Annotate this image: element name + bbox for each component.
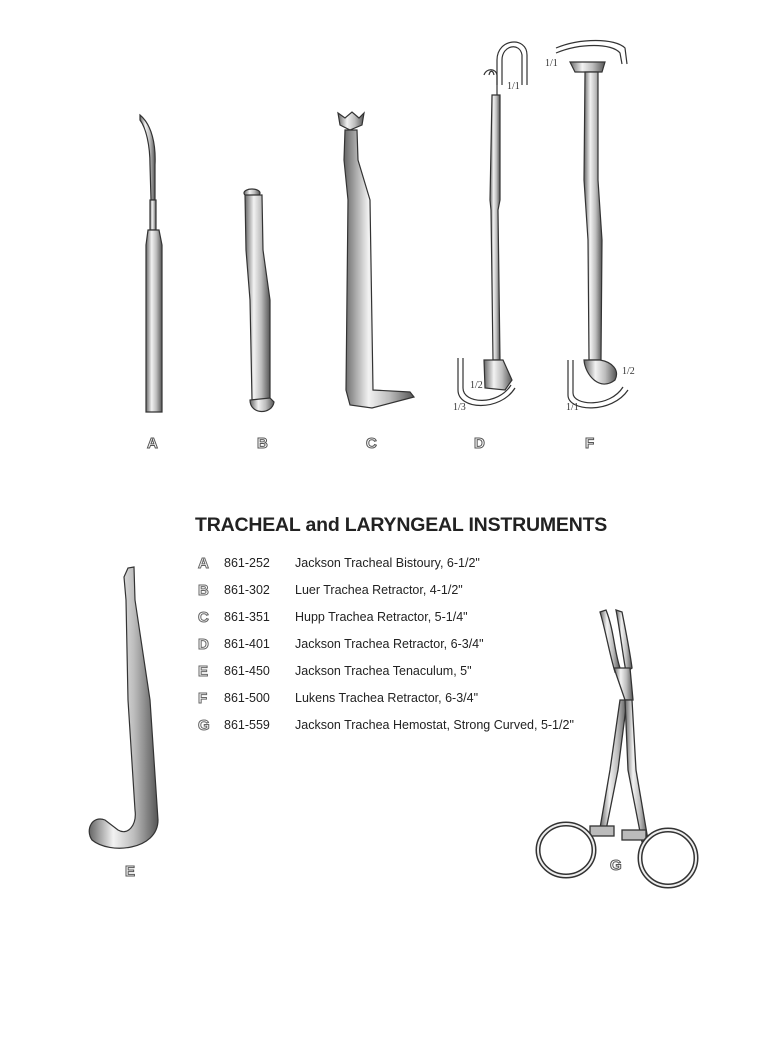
figure-label-g: G (610, 857, 622, 874)
item-code: 861-252 (224, 556, 270, 570)
instrument-g-jackson-hemostat (538, 610, 696, 886)
instrument-f-lukens-retractor (556, 41, 628, 408)
item-letter: A (198, 555, 209, 572)
scale-mark-f-top: 1/1 (545, 58, 558, 69)
figure-label-d: D (474, 435, 485, 452)
item-letter: G (198, 717, 210, 734)
instrument-e-jackson-tenaculum (89, 567, 158, 848)
item-letter: B (198, 582, 209, 599)
scale-mark-d-top: 1/1 (507, 81, 520, 92)
item-code: 861-559 (224, 718, 270, 732)
instrument-d-jackson-retractor (458, 42, 527, 405)
item-letter: D (198, 636, 209, 653)
item-code: 861-351 (224, 610, 270, 624)
figure-label-f: F (585, 435, 595, 452)
item-letter: E (198, 663, 209, 680)
item-description: Luer Trachea Retractor, 4-1/2" (295, 583, 463, 597)
item-description: Jackson Trachea Retractor, 6-3/4" (295, 637, 484, 651)
item-code: 861-401 (224, 637, 270, 651)
item-description: Jackson Tracheal Bistoury, 6-1/2" (295, 556, 480, 570)
item-letter: C (198, 609, 209, 626)
scale-mark-f-one: 1/1 (566, 402, 579, 413)
item-code: 861-450 (224, 664, 270, 678)
item-description: Hupp Trachea Retractor, 5-1/4" (295, 610, 468, 624)
scale-mark-d-half: 1/2 (470, 380, 483, 391)
figure-label-a: A (147, 435, 158, 452)
item-code: 861-500 (224, 691, 270, 705)
figure-label-c: C (366, 435, 377, 452)
instrument-b-luer-retractor (244, 189, 274, 412)
item-description: Jackson Trachea Hemostat, Strong Curved, 5-1/2" (295, 718, 574, 732)
scale-mark-f-half: 1/2 (622, 366, 635, 377)
figure-label-e: E (125, 863, 136, 880)
item-description: Lukens Trachea Retractor, 6-3/4" (295, 691, 479, 705)
figure-label-b: B (257, 435, 268, 452)
item-code: 861-302 (224, 583, 270, 597)
item-description: Jackson Trachea Tenaculum, 5" (295, 664, 472, 678)
instrument-c-hupp-retractor (338, 112, 414, 408)
catalog-title: TRACHEAL and LARYNGEAL INSTRUMENTS (195, 514, 608, 536)
scale-mark-d-third: 1/3 (453, 402, 466, 413)
instrument-a-bistoury (140, 115, 162, 412)
item-letter: F (198, 690, 208, 707)
